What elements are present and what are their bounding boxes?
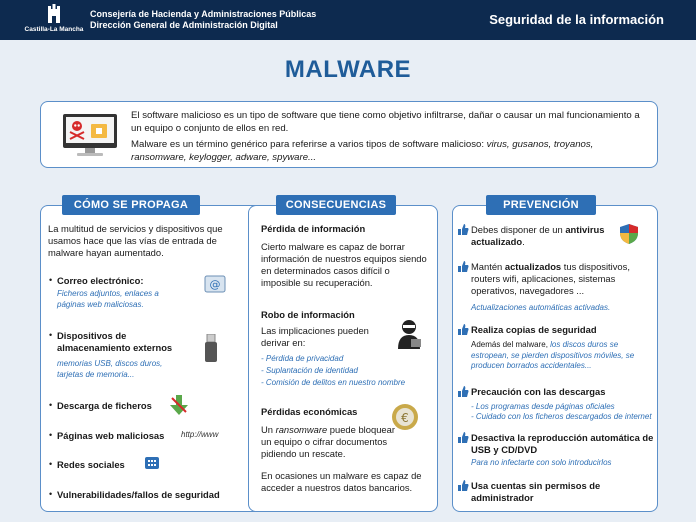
consecuencia-sub: - Suplantación de identidad: [261, 366, 358, 375]
logo-text: Castilla-La Mancha: [24, 26, 84, 33]
text-part: ransomware: [275, 424, 328, 435]
social-network-icon: [145, 457, 159, 469]
department: [90, 9, 316, 31]
section-title: Seguridad de la información: [489, 12, 664, 27]
prevencion-sub: - Los programas desde páginas oficiales: [471, 402, 615, 411]
consecuencia-text: [261, 424, 399, 460]
propaga-intro: La multitud de servicios y dispositivos que usamos hace que las vías de entrada de malware hayan aumentado.: [48, 223, 223, 258]
prevencion-text: [471, 340, 655, 372]
logo: [24, 3, 84, 37]
propaga-item-title: Páginas web maliciosas: [57, 430, 165, 441]
text-part: Un: [261, 424, 276, 435]
consecuencia-text: Cierto malware es capaz de borrar información de nuestros equipos siendo en determinados casos difícil o imposible su recuperación.: [261, 241, 427, 288]
text-part: Mantén: [471, 261, 505, 272]
bullet: •: [49, 489, 53, 499]
prevencion-sub: Para no infectarte con solo introducirlos: [471, 458, 612, 467]
intro-paragraph-1: El software malicioso es un tipo de software que tiene como objetivo infiltrarse, dañar o causar un mal funcionamiento a un equipo o conjunto de ellos en red.: [131, 110, 640, 134]
svg-text:€: €: [401, 411, 409, 425]
intro-paragraph-2: [131, 138, 651, 164]
bullet: •: [49, 330, 53, 340]
consecuencia-title: Pérdida de información: [261, 223, 366, 234]
page-title: MALWARE: [284, 56, 412, 83]
dept-line-2: Dirección General de Administración Digital: [90, 20, 278, 30]
text-part: Debes disponer de un: [471, 224, 566, 235]
prevencion-sub: Actualizaciones automáticas activadas.: [471, 303, 611, 312]
propaga-item-title: Correo electrónico:: [57, 275, 144, 286]
prevencion-panel: [452, 205, 658, 512]
prevencion-item: Desactiva la reproducción automática de USB y CD/DVD: [471, 432, 654, 455]
www-label: http://www: [181, 430, 219, 439]
bullet: •: [49, 430, 53, 440]
propaga-item-title: Descarga de ficheros: [57, 400, 152, 411]
bullet: •: [49, 459, 53, 469]
text-part: puede bloquear un equipo o cifrar documentos pidiendo un rescate.: [261, 424, 395, 459]
prevencion-item: Realiza copias de seguridad: [471, 324, 597, 335]
prevencion-sub: - Cuidado con los ficheros descargados de internet: [471, 412, 652, 421]
infected-computer-icon: [59, 112, 121, 158]
download-icon: [169, 394, 189, 416]
prevencion-item: Precaución con las descargas: [471, 386, 606, 397]
thief-icon: [395, 319, 423, 349]
dept-line-1: Consejería de Hacienda y Administraciones Públicas: [90, 9, 317, 19]
thumbs-up-icon: [458, 324, 469, 335]
email-icon: [204, 275, 226, 293]
castle-logo-icon: [45, 3, 63, 25]
consecuencias-panel: [248, 205, 438, 512]
text-part: los discos duros se estropean, se pierden dispositivos móviles, se producen borrados accidentales...: [471, 340, 635, 370]
consecuencia-text: En ocasiones un malware es capaz de acceder a nuestros datos bancarios.: [261, 470, 422, 493]
propaga-heading: CÓMO SE PROPAGA: [62, 195, 200, 215]
thumbs-up-icon: [458, 480, 469, 491]
prevencion-item: Usa cuentas sin permisos de administrador: [471, 480, 601, 503]
euro-coin-icon: [391, 403, 419, 431]
intro-p2-types: virus, gusanos, troyanos, ransomware, keylogger, adware, spyware...: [131, 139, 594, 163]
consecuencia-title: Robo de información: [261, 309, 355, 320]
consecuencia-text: Las implicaciones pueden derivar en:: [261, 325, 369, 348]
propaga-item-title: Redes sociales: [57, 459, 125, 470]
header-bar: [0, 0, 696, 40]
propaga-item-sub: memorias USB, discos duros, tarjetas de memoria...: [57, 359, 163, 379]
prevencion-item: [471, 261, 653, 297]
consecuencia-title: Pérdidas económicas: [261, 406, 358, 417]
intro-p2-text: Malware es un término genérico para referirse a varios tipos de software malicioso:: [131, 139, 487, 150]
text-part: .: [522, 236, 525, 247]
prevencion-heading: PREVENCIÓN: [486, 195, 596, 215]
propaga-item-sub: Ficheros adjuntos, enlaces a páginas web maliciosas.: [57, 289, 159, 309]
usb-drive-icon: [205, 334, 217, 362]
thumbs-up-icon: [458, 386, 469, 397]
antivirus-shield-icon: [619, 223, 639, 245]
propaga-item-title: Vulnerabilidades/fallos de seguridad: [57, 489, 220, 500]
bullet: •: [49, 400, 53, 410]
prevencion-item: [471, 224, 621, 248]
bullet: •: [49, 275, 53, 285]
intro-box: [40, 101, 658, 168]
propaga-panel: [40, 205, 262, 512]
thumbs-up-icon: [458, 261, 469, 272]
text-part: Además del malware,: [471, 340, 551, 349]
svg-text:@: @: [209, 278, 221, 291]
text-part: actualizados: [504, 261, 562, 272]
consecuencias-heading: CONSECUENCIAS: [276, 195, 396, 215]
thumbs-up-icon: [458, 224, 469, 235]
propaga-item-title: Dispositivos de almacenamiento externos: [57, 330, 173, 353]
consecuencia-sub: - Comisión de delitos en nuestro nombre: [261, 378, 406, 387]
consecuencia-sub: - Pérdida de privacidad: [261, 354, 344, 363]
text-part: antivirus actualizado: [471, 224, 605, 247]
intro-text: [131, 109, 651, 164]
text-part: tus dispositivos, routers wifi, aplicaciones, sistemas operativos, navegadores ...: [471, 261, 630, 296]
thumbs-up-icon: [458, 432, 469, 443]
